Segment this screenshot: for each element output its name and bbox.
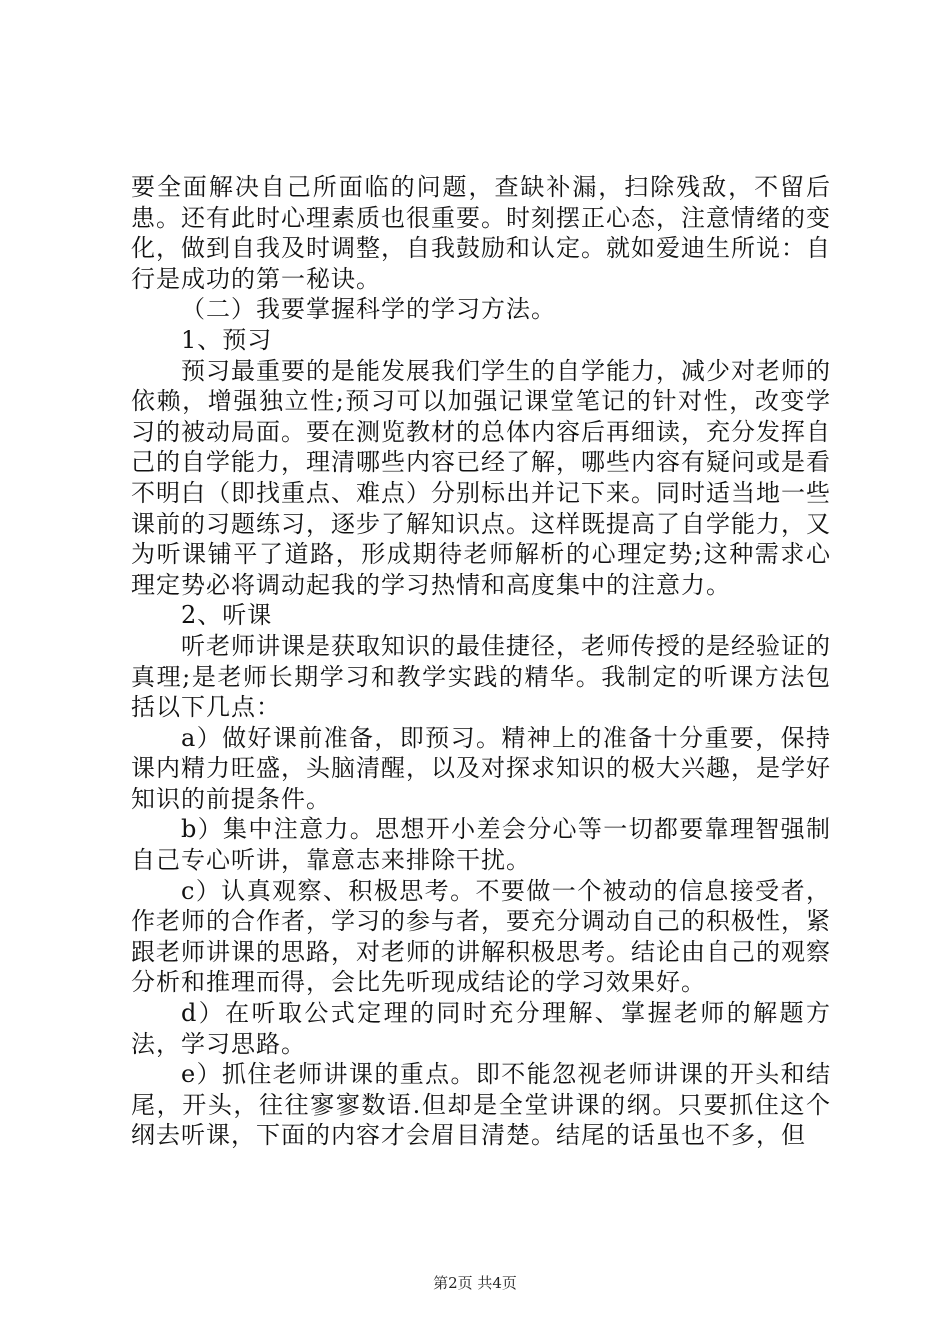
list-item-d: d）在听取公式定理的同时充分理解、掌握老师的解题方法，学习思路。: [131, 999, 831, 1058]
paragraph-preview: 预习最重要的是能发展我们学生的自学能力，减少对老师的依赖，增强独立性;预习可以加强记课堂笔记的针对性，改变学习的被动局面。要在测览教材的总体内容后再细读，充分发挥自己的自学能力，理清哪些内容已经了解，哪些内容有疑问或是看不明白（即找重点、难点）分别标出并记下来。同时适当地一些课前的习题练习，逐步了解知识点。这样既提高了自学能力，又为听课铺平了道路，形成期待老师解析的心理定势;这种需求心理定势必将调动起我的学习热情和高度集中的注意力。: [131, 356, 831, 599]
page-footer: 第2页 共4页: [433, 1274, 517, 1292]
document-body: [131, 172, 831, 1151]
paragraph-continuation: 要全面解决自己所面临的问题，查缺补漏，扫除残敌，不留后患。还有此时心理素质也很重要。时刻摆正心态，注意情绪的变化，做到自我及时调整，自我鼓励和认定。就如爱迪生所说：自行是成功的第一秘诀。: [131, 173, 831, 293]
list-item-a: a）做好课前准备，即预习。精神上的准备十分重要，保持课内精力旺盛，头脑清醒，以及对探求知识的极大兴趣，是学好知识的前提条件。: [131, 723, 831, 813]
list-item-e: e）抓住老师讲课的重点。即不能忽视老师讲课的开头和结尾，开头，往往寥寥数语.但却是全堂讲课的纲。只要抓住这个纲去听课，下面的内容才会眉目清楚。结尾的话虽也不多，但: [131, 1060, 831, 1150]
list-item-c: c）认真观察、积极思考。不要做一个被动的信息接受者，作老师的合作者，学习的参与者，要充分调动自己的积极性，紧跟老师讲课的思路，对老师的讲解积极思考。结论由自己的观察分析和推理而得，会比先听现成结论的学习效果好。: [131, 876, 831, 997]
list-item-b: b）集中注意力。思想开小差会分心等一切都要靠理智强制自己专心听讲，靠意志来排除干扰。: [131, 815, 831, 875]
section-heading: （二）我要掌握科学的学习方法。: [181, 295, 556, 324]
subheading-listening: 2、听课: [181, 601, 273, 630]
subheading-preview: 1、预习: [181, 325, 273, 354]
paragraph-listening: 听老师讲课是获取知识的最佳捷径，老师传授的是经验证的真理;是老师长期学习和教学实践的精华。我制定的听课方法包括以下几点：: [131, 631, 831, 722]
